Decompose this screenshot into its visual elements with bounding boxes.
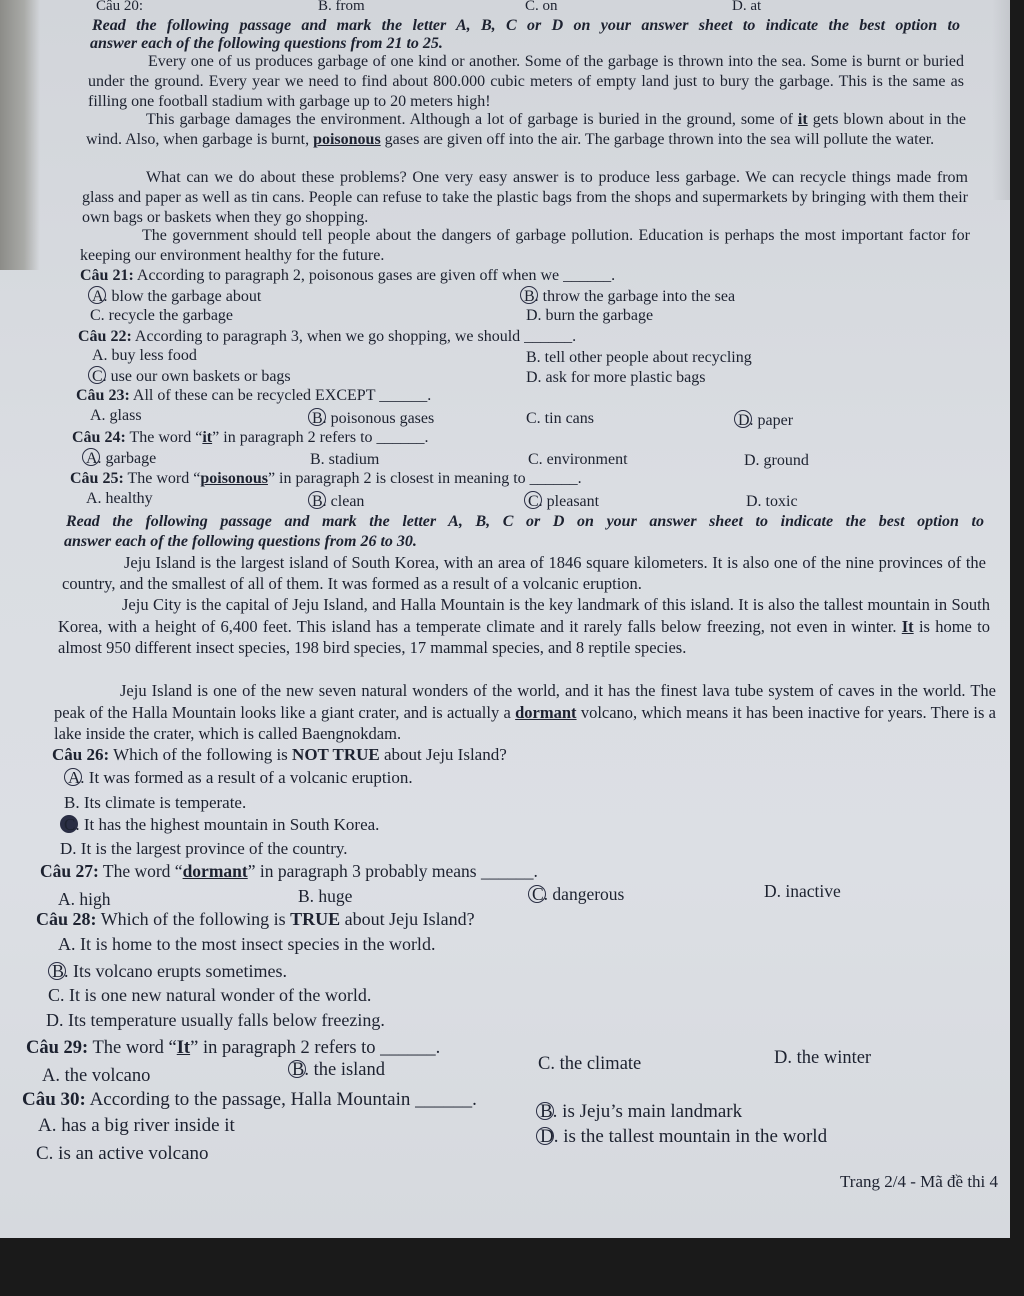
q30-option-b[interactable]: B. is Jeju’s main landmark <box>540 1102 742 1122</box>
q26-option-c[interactable]: C. It has the highest mountain in South Korea. <box>64 815 379 835</box>
q24-option-d[interactable]: D. ground <box>744 452 809 469</box>
q28-option-d[interactable]: D. Its temperature usually falls below freezing. <box>46 1010 385 1030</box>
q27-option-d[interactable]: D. inactive <box>764 881 841 901</box>
q30-option-a[interactable]: A. has a big river inside it <box>38 1115 235 1136</box>
passage1-paragraph2: This garbage damages the environment. Although a lot of garbage is buried in the ground, some of it gets blown about in the wind. Also, when garbage is burnt, poisonous gases are given off into the air. The garbage thrown into the sea will pollute the water. <box>86 111 967 148</box>
q23-option-b[interactable]: B. poisonous gases <box>312 408 434 429</box>
q21-option-b[interactable]: B. throw the garbage into the sea <box>524 286 735 307</box>
q22-option-a[interactable]: A. buy less food <box>92 347 197 364</box>
background-edge-right <box>992 0 1010 200</box>
question-26-stem: Câu 26: Which of the following is NOT TRUE about Jeju Island? <box>52 745 507 764</box>
question-21-stem: Câu 21: According to paragraph 2, poisonous gases are given off when we ______. <box>80 267 616 284</box>
word-dormant-underlined: dormant <box>515 702 577 722</box>
passage1-paragraph1: Every one of us produces garbage of one kind or another. Some of the garbage is thrown into the sea. Some is burnt or buried under the ground. Every year we need to find about 800.000 cubic meters of empty land just to bury the garbage. This is the same as filling one football stadium with garbage up to 20 meters high! <box>88 53 964 110</box>
q22-option-d[interactable]: D. ask for more plastic bags <box>526 369 706 386</box>
prev-option-c: C. on <box>525 0 558 14</box>
previous-question-options <box>0 0 1010 14</box>
q28-option-c[interactable]: C. It is one new natural wonder of the world. <box>48 985 372 1005</box>
section2-instruction-line2: answer each of the following questions from 26 to 30. <box>64 533 417 550</box>
q28-option-b[interactable]: B. Its volcano erupts sometimes. <box>52 961 287 981</box>
q26-option-b[interactable]: B. Its climate is temperate. <box>64 793 247 812</box>
q21-option-d[interactable]: D. burn the garbage <box>526 307 654 324</box>
question-27-stem: Câu 27: The word “dormant” in paragraph 3 probably means ______. <box>40 861 538 881</box>
q22-option-b[interactable]: B. tell other people about recycling <box>526 349 752 366</box>
q23-option-a[interactable]: A. glass <box>90 407 142 424</box>
q30-option-c[interactable]: C. is an active volcano <box>36 1143 209 1164</box>
q21-option-a[interactable]: A. blow the garbage about <box>92 286 261 307</box>
prev-question-label: Câu 20: <box>96 0 144 14</box>
q24-option-b[interactable]: B. stadium <box>310 451 380 468</box>
word-poisonous-underlined: poisonous <box>313 131 381 148</box>
q24-option-a[interactable]: A. garbage <box>86 448 156 469</box>
passage1-paragraph4: The government should tell people about the dangers of garbage pollution. Education is perhaps the most important factor for keeping our environment healthy for the future. <box>80 227 970 264</box>
section2-instruction-line1: Read the following passage and mark the letter A, B, C or D on your answer sheet to indicate the best option to <box>66 513 984 530</box>
question-30-stem: Câu 30: According to the passage, Halla Mountain ______. <box>22 1089 477 1110</box>
q25-option-d[interactable]: D. toxic <box>746 493 798 510</box>
q25-option-c[interactable]: C. pleasant <box>528 491 599 512</box>
word-It-underlined: It <box>901 616 914 636</box>
q29-option-a[interactable]: A. the volcano <box>42 1066 151 1086</box>
background-edge-left <box>0 0 40 270</box>
q23-option-d[interactable]: D. paper <box>738 410 793 431</box>
q27-option-b[interactable]: B. huge <box>298 886 353 906</box>
question-29-stem: Câu 29: The word “It” in paragraph 2 refers to ______. <box>26 1038 441 1058</box>
passage1-paragraph3: What can we do about these problems? One very easy answer is to produce less garbage. We can recycle things made from glass and paper as well as tin cans. People can refuse to take the plastic bags from the shops and supermarkets by bringing with them their own bags or baskets when they go shopping. <box>82 169 968 226</box>
q29-option-b[interactable]: B. the island <box>292 1060 385 1080</box>
q24-option-c[interactable]: C. environment <box>528 451 628 468</box>
passage2-paragraph2: Jeju City is the capital of Jeju Island, and Halla Mountain is the key landmark of this island. It is also the tallest mountain in South Korea, with a height of 6,400 feet. This island has a temperate climate and it rarely falls below freezing, not even in winter. It is home to almost 950 different insect species, 198 bird species, 17 mammal species, and 8 reptile species. <box>58 595 991 657</box>
section1-instruction-line2: answer each of the following questions from 21 to 25. <box>90 35 443 52</box>
question-22-stem: Câu 22: According to paragraph 3, when we go shopping, we should ______. <box>78 328 577 345</box>
q29-option-c[interactable]: C. the climate <box>538 1054 642 1074</box>
question-24-stem: Câu 24: The word “it” in paragraph 2 refers to ______. <box>72 429 429 446</box>
question-23-stem: Câu 23: All of these can be recycled EXCEPT ______. <box>76 387 432 404</box>
passage2-paragraph1: Jeju Island is the largest island of South Korea, with an area of 1846 square kilometers. It is also one of the nine provinces of the country, and the smallest of all of them. It was formed as a result of a volcanic eruption. <box>62 553 986 593</box>
q28-option-a[interactable]: A. It is home to the most insect species in the world. <box>58 934 436 954</box>
q27-option-a[interactable]: A. high <box>58 889 111 909</box>
q27-option-c[interactable]: C. dangerous <box>532 884 624 904</box>
q29-option-d[interactable]: D. the winter <box>774 1048 872 1068</box>
q21-option-c[interactable]: C. recycle the garbage <box>90 307 234 324</box>
q25-option-a[interactable]: A. healthy <box>86 490 153 507</box>
q22-option-c[interactable]: C. use our own baskets or bags <box>92 366 291 387</box>
q25-option-b[interactable]: B. clean <box>312 491 364 512</box>
page-footer: Trang 2/4 - Mã đề thi 4 <box>840 1172 999 1191</box>
word-it-underlined: it <box>797 111 808 128</box>
section1-instruction-line1: Read the following passage and mark the letter A, B, C or D on your answer sheet to indicate the best option to <box>92 17 960 34</box>
prev-option-b: B. from <box>318 0 365 14</box>
question-28-stem: Câu 28: Which of the following is TRUE about Jeju Island? <box>36 909 475 929</box>
q26-option-d[interactable]: D. It is the largest province of the country. <box>60 839 348 858</box>
passage2-paragraph3: Jeju Island is one of the new seven natural wonders of the world, and it has the finest lava tube system of caves in the world. The peak of the Halla Mountain looks like a giant crater, and is actually a dormant volcano, which means it has been inactive for years. There is a lake inside the crater, which is called Baengnokdam. <box>54 681 997 743</box>
prev-option-d: D. at <box>732 0 762 14</box>
q30-option-d[interactable]: D. is the tallest mountain in the world <box>540 1127 827 1147</box>
q23-option-c[interactable]: C. tin cans <box>526 410 594 427</box>
question-25-stem: Câu 25: The word “poisonous” in paragraph 2 is closest in meaning to ______. <box>70 470 582 487</box>
q26-option-a[interactable]: A. It was formed as a result of a volcanic eruption. <box>68 768 413 788</box>
